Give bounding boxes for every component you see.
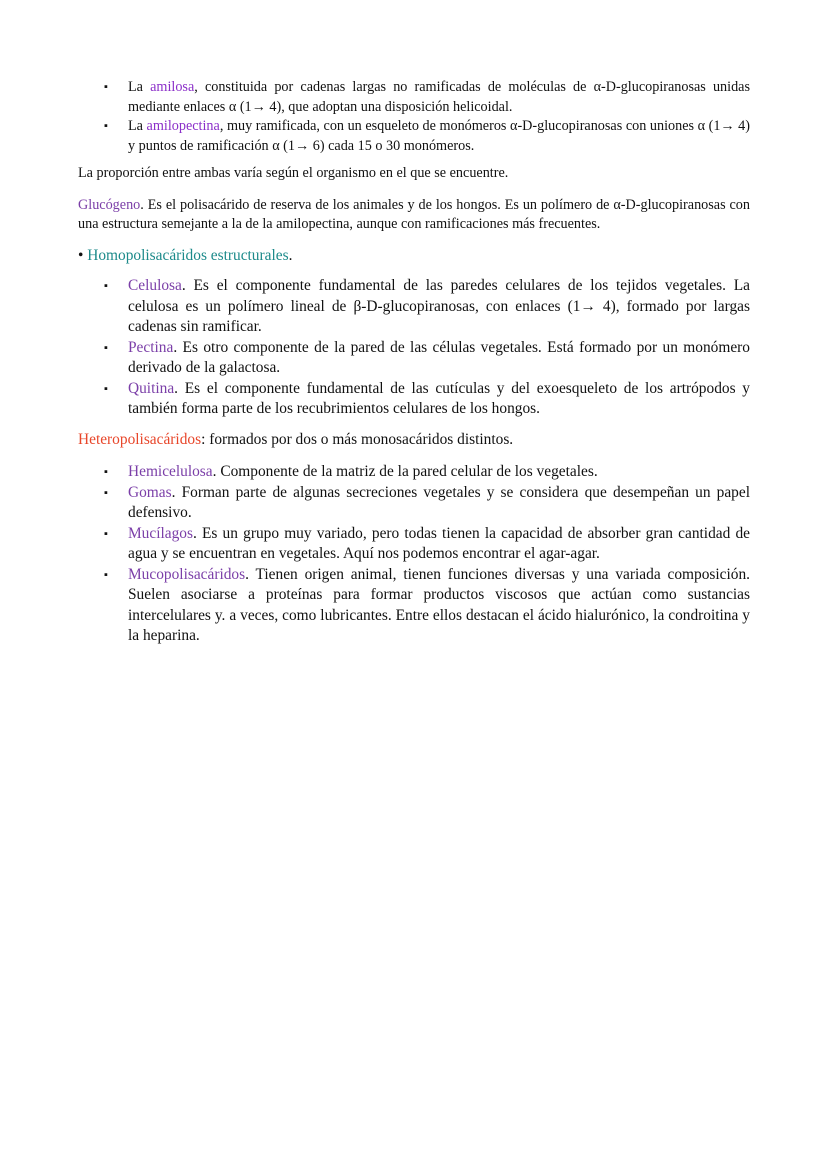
square-bullet-icon: ▪ — [104, 382, 108, 395]
item-text: . Es el componente fundamental de las paredes celulares de los tejidos vegetales. La celulosa es un polímero lineal de β-D-glucopiranosas, con enlaces (1→ 4), formado por largas cadenas sin ramificar. — [128, 277, 750, 335]
term-celulosa: Celulosa — [128, 277, 182, 294]
term-glucogeno: Glucógeno — [78, 196, 141, 213]
list-item — [78, 338, 750, 379]
square-bullet-icon: ▪ — [104, 81, 108, 93]
term-mucopolisacaridos: Mucopolisacáridos — [128, 565, 246, 583]
item-text: . Componente de la matriz de la pared celular de los vegetales. — [212, 463, 598, 480]
item-text: . Es el componente fundamental de las cutículas y del exoesqueleto de los artrópodos y también forma parte de los recubrimientos celulares de los hongos. — [128, 379, 750, 417]
structural-list — [78, 276, 750, 420]
square-bullet-icon: ▪ — [104, 486, 108, 499]
term-hemicelulosa: Hemicelulosa — [128, 463, 213, 480]
proportion-paragraph: La proporción entre ambas varía según el organismo en el que se encuentre. — [78, 165, 509, 181]
hetero-list — [78, 462, 750, 647]
term-mucilagos: Mucílagos — [128, 524, 193, 542]
term-amilosa: amilosa — [150, 79, 195, 95]
item-prefix: La — [128, 79, 151, 95]
structural-heading-suffix: . — [288, 246, 293, 264]
list-item — [78, 117, 750, 156]
list-item — [78, 78, 750, 117]
structural-heading-title: Homopolisacáridos estructurales — [87, 246, 289, 264]
list-item — [78, 462, 750, 483]
hetero-heading-text: : formados por dos o más monosacáridos distintos. — [201, 430, 514, 448]
square-bullet-icon: ▪ — [104, 568, 108, 581]
round-bullet-icon: • — [78, 246, 84, 264]
hetero-heading-title: Heteropolisacáridos — [78, 430, 202, 448]
item-text: , muy ramificada, con un esqueleto de monómeros α-D-glucopiranosas con uniones α (1→ 4) y puntos de ramificación α (1→ 6) cada 15 o 30 monómeros. — [128, 118, 750, 154]
list-item — [78, 565, 750, 647]
square-bullet-icon: ▪ — [104, 120, 108, 132]
list-item — [78, 276, 750, 338]
item-prefix: La — [128, 118, 147, 134]
list-item — [78, 524, 750, 565]
structural-heading — [78, 246, 750, 267]
term-quitina: Quitina — [128, 379, 175, 397]
item-text: , constituida por cadenas largas no ramificadas de moléculas de α-D-glucopiranosas unidas mediante enlaces α (1→ 4), que adoptan una disposición helicoidal. — [128, 79, 750, 115]
list-item — [78, 483, 750, 524]
glycogen-paragraph — [78, 196, 750, 235]
list-item — [78, 379, 750, 420]
item-text: . Forman parte de algunas secreciones vegetales y se considera que desempeñan un papel defensivo. — [128, 483, 750, 521]
item-text: . Tienen origen animal, tienen funciones diversas y una variada composición. Suelen asociarse a proteínas para formar productos viscosos que actúan como sustancias intercelulares y. a veces, como lubricantes. Entre ellos destacan el ácido hialurónico, la condroitina y la heparina. — [128, 565, 750, 644]
square-bullet-icon: ▪ — [104, 527, 108, 540]
glycogen-text: . Es el polisacárido de reserva de los animales y de los hongos. Es un polímero de α-D-glucopiranosas con una estructura semejante a la de la amilopectina, aunque con ramificaciones más frecuentes. — [78, 196, 750, 232]
term-gomas: Gomas — [128, 483, 172, 501]
starch-components-list — [78, 78, 750, 156]
term-amilopectina: amilopectina — [146, 118, 220, 134]
item-text: . Es otro componente de la pared de las células vegetales. Está formado por un monómero derivado de la galactosa. — [128, 338, 750, 376]
square-bullet-icon: ▪ — [104, 466, 108, 478]
square-bullet-icon: ▪ — [104, 341, 108, 354]
hetero-heading — [78, 430, 750, 451]
term-pectina: Pectina — [128, 338, 174, 356]
square-bullet-icon: ▪ — [104, 280, 108, 292]
item-text: . Es un grupo muy variado, pero todas tienen la capacidad de absorber gran cantidad de agua y se encuentran en vegetales. Aquí nos podemos encontrar el agar-agar. — [128, 524, 750, 562]
